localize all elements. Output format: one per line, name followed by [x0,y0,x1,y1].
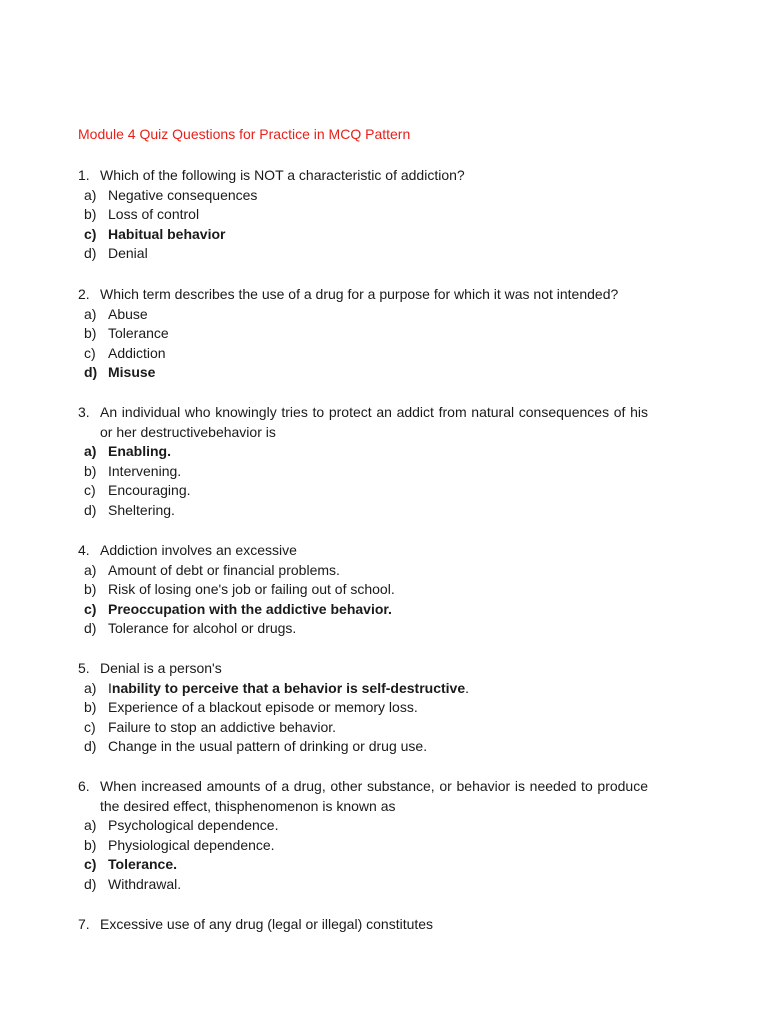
option-text: Misuse [108,364,156,381]
question-stem [78,659,648,679]
question-stem [78,541,648,561]
question-number: 5. [78,660,90,676]
correct-answer-option [78,442,648,462]
correct-answer-option [78,363,678,383]
option-text: Loss of control [108,206,200,223]
option-text: Negative consequences [108,186,258,203]
option-text: Change in the usual pattern of drinking or drug use. [108,738,428,755]
option-text-suffix: . [465,679,470,696]
option-letter: b) [84,699,97,716]
question-text: When increased amounts of a drug, other substance, or behavior is needed to produce the desired effect, thisphenomenon is known as [100,778,648,814]
answer-option [78,737,648,757]
correct-answer-option [78,225,648,245]
question-text: Excessive use of any drug (legal or illegal) constitutes [100,916,434,932]
answer-option [78,561,648,581]
document-title: Module 4 Quiz Questions for Practice in MCQ Pattern [78,126,411,142]
question-text: Which of the following is NOT a characteristic of addiction? [100,167,465,183]
option-text: Denial [108,245,148,262]
option-text: Intervening. [108,462,182,479]
option-letter: a) [84,443,97,460]
option-text: Tolerance for alcohol or drugs. [108,620,297,637]
option-letter: b) [84,462,97,479]
option-letter: c) [84,856,97,873]
answer-option [78,324,678,344]
question-4 [78,541,648,639]
answer-option [78,816,648,836]
option-letter: d) [84,875,97,892]
option-text: Enabling. [108,443,171,460]
question-number: 4. [78,542,90,558]
option-text [108,679,469,699]
option-text: Habitual behavior [108,225,226,242]
option-letter: a) [84,679,97,696]
answer-option [78,186,648,206]
option-letter: c) [84,600,97,617]
option-letter: b) [84,836,97,853]
option-letter: a) [84,305,97,322]
question-stem [78,777,648,816]
answer-option [78,836,648,856]
option-letter: b) [84,325,97,342]
option-letter: b) [84,206,97,223]
question-6 [78,777,648,895]
question-3 [78,403,648,521]
option-letter: d) [84,245,97,262]
answer-option [78,580,648,600]
answer-option [78,501,648,521]
correct-answer-option [78,679,648,699]
question-5 [78,659,648,757]
question-stem [78,166,648,186]
answer-option [78,462,648,482]
option-text: Encouraging. [108,482,191,499]
option-text: Abuse [108,305,148,322]
option-letter: c) [84,344,96,361]
option-text: Sheltering. [108,501,175,518]
option-text: Amount of debt or financial problems. [108,561,340,578]
option-letter: d) [84,620,97,637]
question-text: An individual who knowingly tries to protect an addict from natural consequences of his or her destructivebehavior is [100,404,648,440]
question-2 [78,285,678,383]
answer-option [78,619,648,639]
option-letter: c) [84,225,97,242]
option-letter: a) [84,561,97,578]
option-text: Risk of losing one's job or failing out of school. [108,581,395,598]
option-text: Tolerance. [108,856,177,873]
option-text-prefix: I [108,679,112,696]
question-7 [78,915,648,935]
answer-option [78,718,648,738]
correct-answer-option [78,600,648,620]
option-text: Psychological dependence. [108,817,279,834]
answer-option [78,205,648,225]
option-letter: d) [84,364,98,381]
question-number: 6. [78,778,90,794]
option-text-bold: nability to perceive that a behavior is self-destructive [111,679,466,696]
option-text: Preoccupation with the addictive behavior. [108,600,392,617]
correct-answer-option [78,855,648,875]
answer-option [78,244,648,264]
option-letter: d) [84,738,97,755]
question-text: Addiction involves an excessive [100,542,297,558]
option-text: Withdrawal. [108,875,182,892]
option-text: Tolerance [108,325,169,342]
option-letter: c) [84,718,96,735]
option-letter: d) [84,501,97,518]
question-stem [78,403,648,442]
option-letter: a) [84,817,97,834]
option-text: Physiological dependence. [108,836,275,853]
option-letter: c) [84,482,96,499]
option-text: Addiction [108,344,166,361]
question-stem [78,915,648,935]
question-text: Which term describes the use of a drug for a purpose for which it was not intended? [100,286,619,302]
question-number: 7. [78,916,90,932]
option-text: Failure to stop an addictive behavior. [108,718,337,735]
question-number: 2. [78,286,90,302]
option-letter: b) [84,581,97,598]
question-text: Denial is a person's [100,660,222,676]
question-number: 1. [78,167,90,183]
option-text: Experience of a blackout episode or memory loss. [108,699,418,716]
answer-option [78,875,648,895]
answer-option [78,344,678,364]
answer-option [78,305,678,325]
option-letter: a) [84,186,97,203]
question-number: 3. [78,404,90,420]
answer-option [78,481,648,501]
question-stem [78,285,678,305]
answer-option [78,698,648,718]
question-1 [78,166,648,264]
